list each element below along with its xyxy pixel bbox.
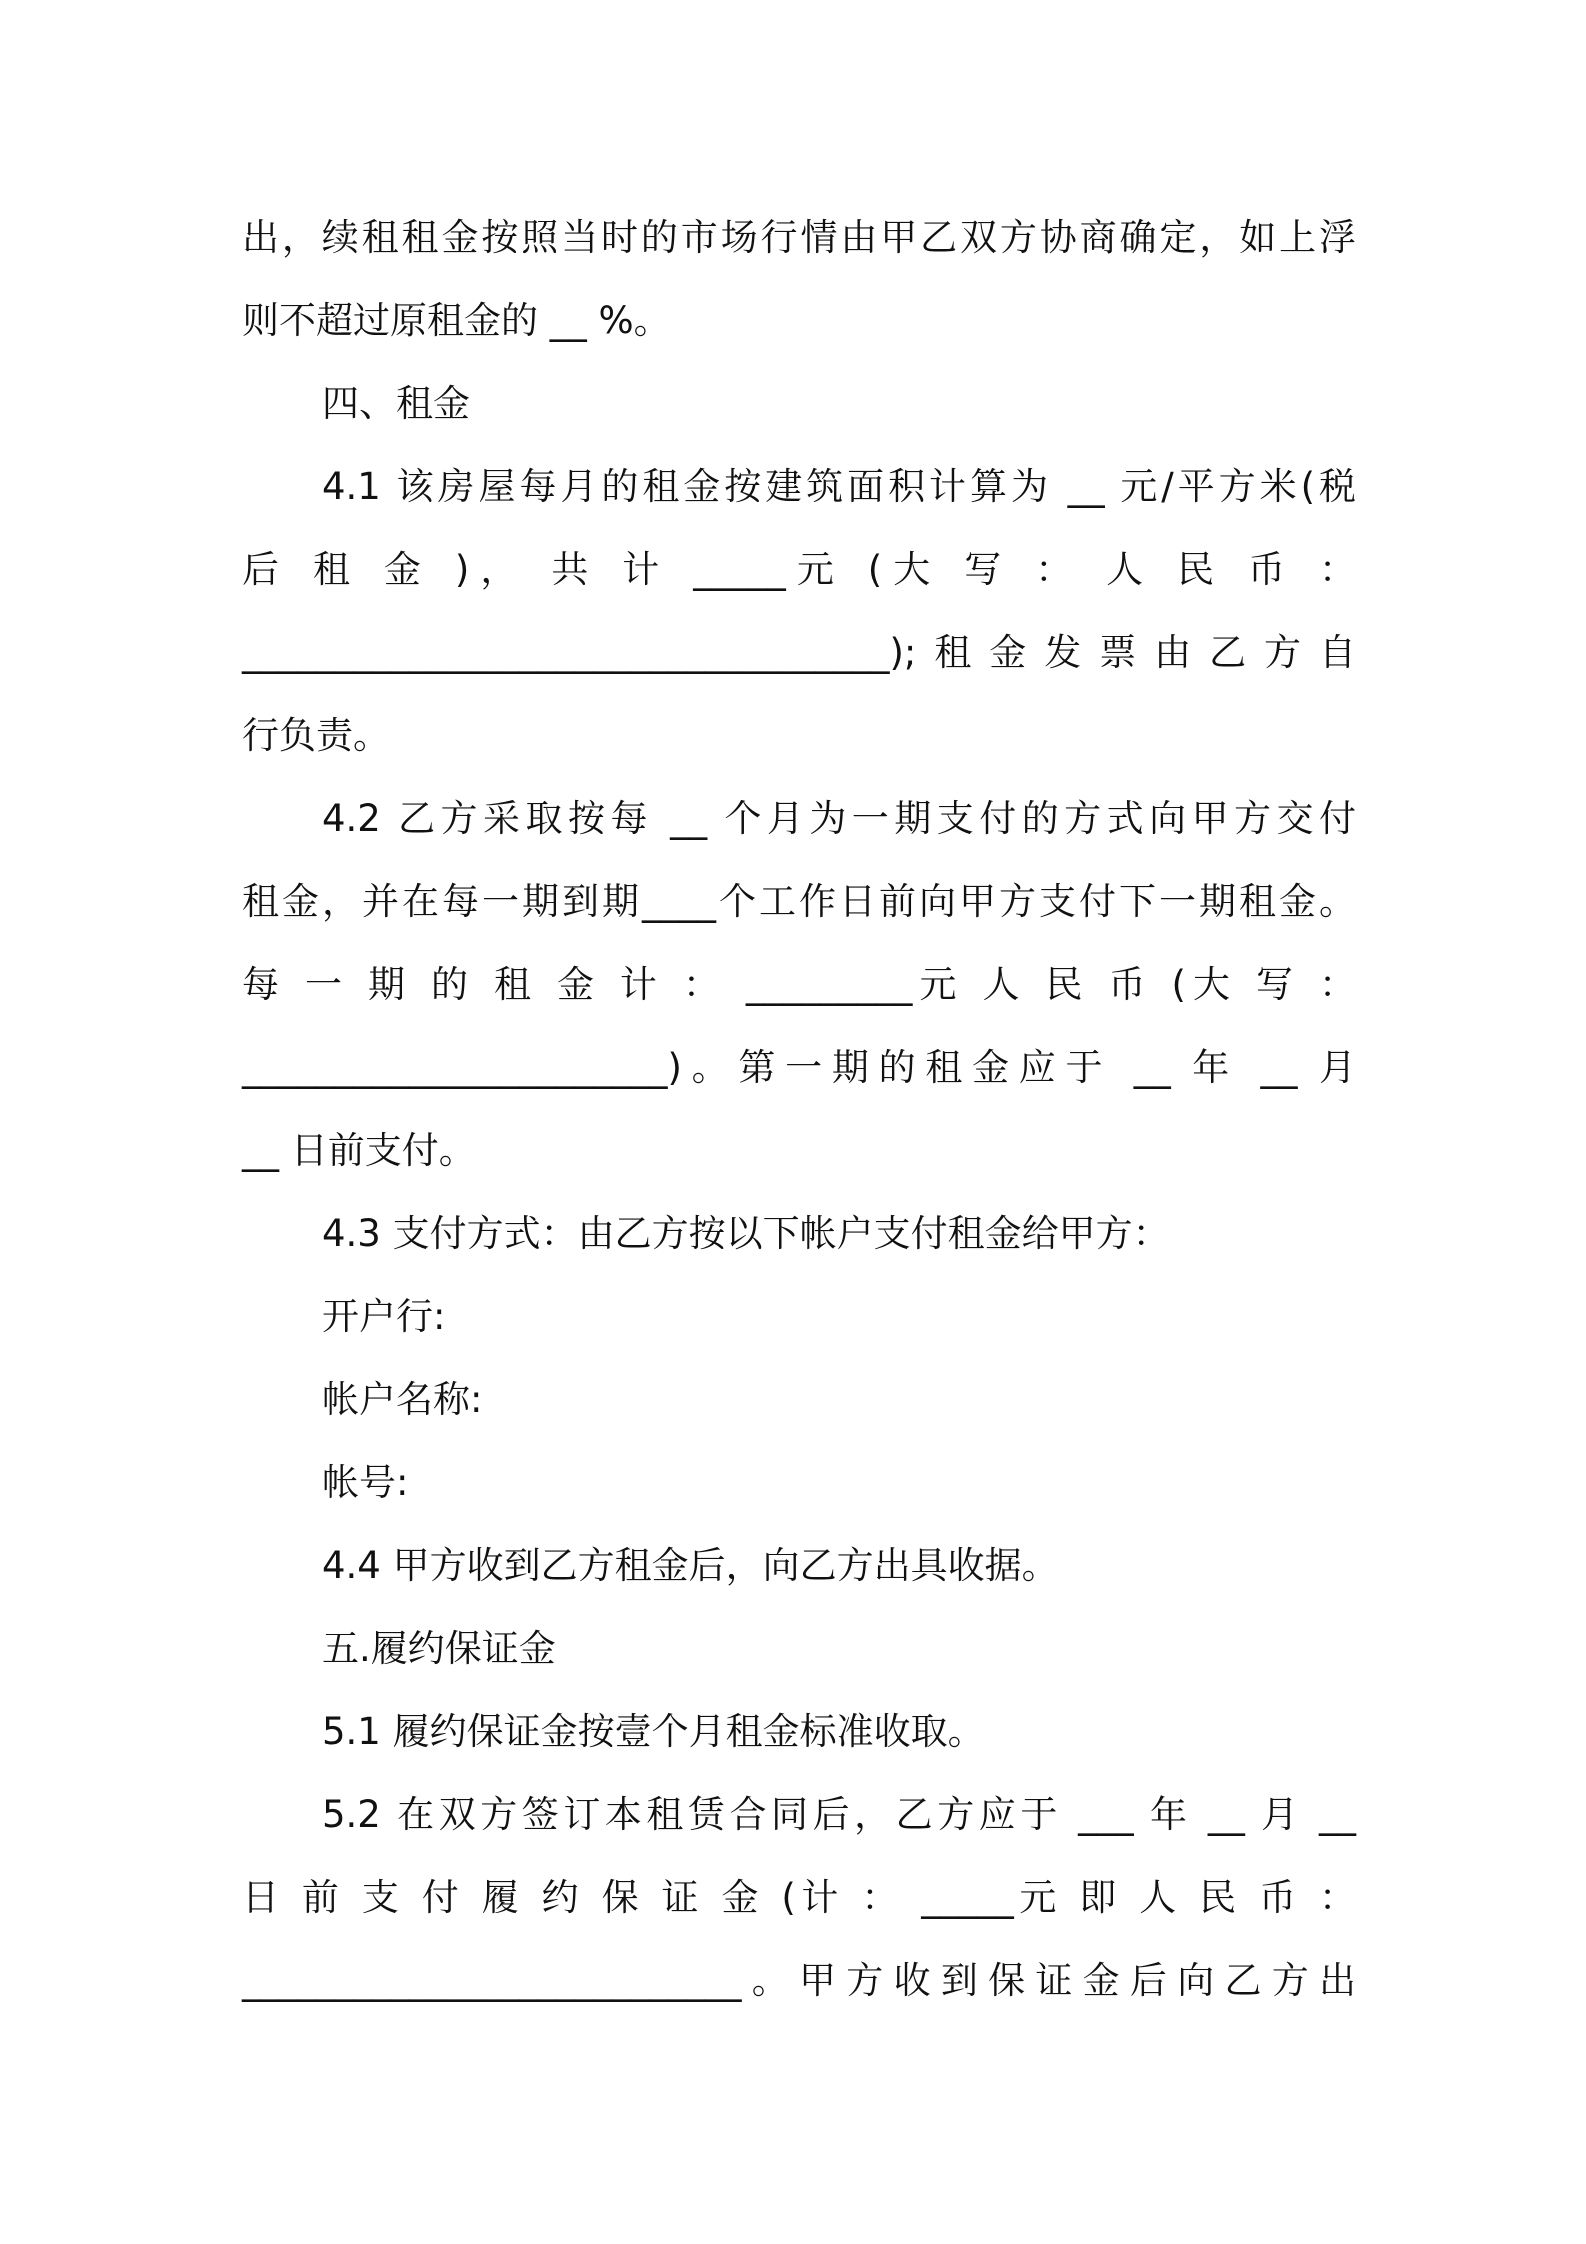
section-heading-deposit (242, 1607, 1356, 1690)
heading-text: 四、租金 (322, 382, 470, 425)
clause-5-2 (242, 1773, 1356, 2022)
clause-5-1 (242, 1690, 1356, 1773)
text-line: 5.1 履约保证金按壹个月租金标准收取。 (322, 1710, 985, 1753)
bank-label: 开户行: (322, 1295, 446, 1338)
text-line: 4.2 乙方采取按每 __ 个月为一期支付的方式向甲方交付 (322, 797, 1356, 840)
document-body (242, 196, 1356, 2022)
text-line: 则不超过原租金的 __ %。 (242, 299, 671, 342)
text-line: 出，续租租金按照当时的市场行情由甲乙双方协商确定，如上浮 (242, 216, 1356, 259)
text-line: 4.3 支付方式：由乙方按以下帐户支付租金给甲方： (322, 1212, 1170, 1255)
text-line: 租金，并在每一期到期____个工作日前向甲方支付下一期租金。 (242, 880, 1356, 923)
text-line: ___________________________。甲方收到保证金后向乙方出 (242, 1959, 1356, 2002)
text-line: 5.2 在双方签订本租赁合同后，乙方应于 ___ 年 __ 月 __ (322, 1793, 1356, 1836)
clause-4-1 (242, 445, 1356, 777)
text-line: 每 一 期 的 租 金 计 ： _________元 人 民 币 (大 写 ： (242, 963, 1356, 1006)
account-name-label: 帐户名称: (322, 1378, 483, 1421)
text-line: _______________________)。第一期的租金应于 __ 年 __ 月 (242, 1046, 1356, 1089)
text-line: 日 前 支 付 履 约 保 证 金 (计 ： _____元 即 人 民 币 ： (242, 1876, 1356, 1919)
text-line: __ 日前支付。 (242, 1129, 476, 1172)
text-line: 4.4 甲方收到乙方租金后，向乙方出具收据。 (322, 1544, 1059, 1587)
text-line: ___________________________________);租金发票由乙方自 (242, 631, 1356, 674)
text-line: 后 租 金 )， 共 计 _____元 (大 写 ： 人 民 币 ： (242, 548, 1356, 591)
clause-4-3 (242, 1192, 1356, 1524)
account-number-label: 帐号: (322, 1461, 409, 1504)
heading-text: 五.履约保证金 (322, 1627, 556, 1670)
text-line: 行负责。 (242, 714, 390, 757)
section-heading-rent (242, 362, 1356, 445)
clause-4-2 (242, 777, 1356, 1192)
clause-4-4 (242, 1524, 1356, 1607)
paragraph-renewal (242, 196, 1356, 362)
text-line: 4.1 该房屋每月的租金按建筑面积计算为 __ 元/平方米(税 (322, 465, 1356, 508)
